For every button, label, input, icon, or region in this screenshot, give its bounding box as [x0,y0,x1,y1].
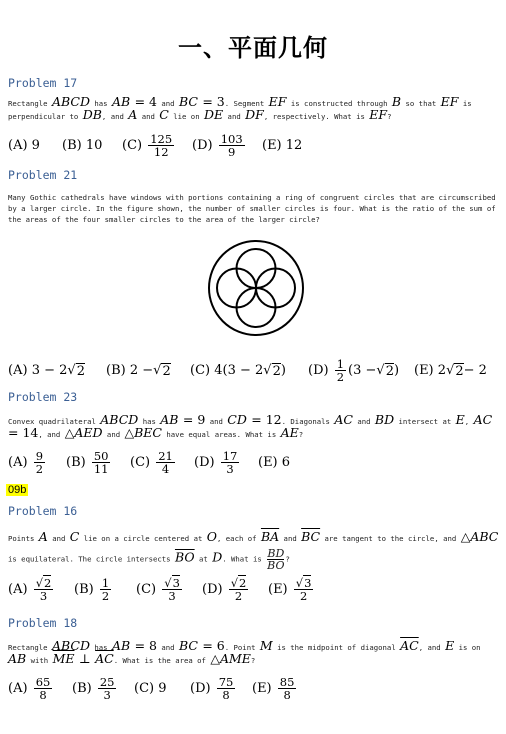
problem-16-choices [8,577,315,602]
problem-21-choices [8,358,487,383]
problem-16-text: Points A and C lie on a circle centered at O, each of $\overline{BA}$ and $\overline{BC}$ are tangent to the circle, and △ABC is equilateral. The circle intersects $\overline{BO}$ at D. What is $\frac{BD}{BO}$ ? [8,529,499,572]
problem-23-text: Convex quadrilateral ABCD has AB = 9 and CD = 12. Diagonals AC and BD intersect at E, AC = 14, and △AED and △BEC have equal areas. What is AE? [8,412,493,440]
problem-21-heading: Problem 21 [8,168,78,182]
choice-b[interactable]: (B) 10 [62,138,103,153]
problem-23-choices [8,450,290,475]
choice-a[interactable]: (A) 9 [8,138,40,153]
choice-a[interactable]: (A) $\frac{65}{8}$ [8,675,51,702]
choice-b[interactable]: (B) 2 − √ 2 [106,363,171,379]
choice-b[interactable]: (B) $\frac{25}{3}$ [72,675,115,702]
problem-18-text: Rectangle ABCD has AB = 8 and BC = 6. Point M is the midpoint of diagonal $\overline{AC}$, and E is on AB with $\overline{ME}$ ⊥ $\overline{AC}$. What is the area of △AME? [8,638,481,666]
choice-d[interactable]: (D) $\frac{17}{3}$ [194,449,238,476]
problem-23-heading: Problem 23 [8,390,78,404]
choice-a[interactable]: (A) $\frac{9}{2}$ [8,449,44,476]
page-title: 一、平面几何 [178,34,328,62]
choice-c[interactable]: (C) $\frac{125}{12}$ [122,132,173,159]
problem-18-heading: Problem 18 [8,616,78,630]
problem-17-text: Rectangle ABCD has AB = 4 and BC = 3. Segment EF is constructed through B so that EF is perpendicular to DB, and A and C lie on DE and DF, respectively. What is EF? [8,94,472,122]
section-badge: 09b [8,484,27,496]
choice-c[interactable]: (C) 4(3 − 2 √ 2 ) [190,363,286,379]
choice-d[interactable]: (D) $\frac{1}{2}$ (3 − √ 2 ) [308,357,400,384]
choice-e[interactable]: (E) $\frac{85}{8}$ [252,675,295,702]
problem-17-choices [8,133,302,158]
choice-e[interactable]: (E) 12 [262,138,303,153]
cathedral-window-figure [206,235,306,341]
problem-16-heading: Problem 16 [8,504,78,518]
choice-e[interactable]: (E) 2 √ 2 − 2 [414,363,487,379]
choice-a[interactable]: (A) $\frac{√2}{3}$ [8,576,52,603]
problem-21-text: Many Gothic cathedrals have windows with portions containing a ring of congruent circles that are circumscribed by a larger circle. In the figure shown, the number of smaller circles is four. What is the ratio of the sum of the areas of the four smaller circles to the area of the larger circle? [8,193,496,224]
choice-d[interactable]: (D) $\frac{√2}{2}$ [202,576,247,603]
choice-d[interactable]: (D) $\frac{75}{8}$ [190,675,234,702]
choice-b[interactable]: (B) $\frac{50}{11}$ [66,449,109,476]
choice-b[interactable]: (B) $\frac{1}{2}$ [74,576,110,603]
choice-c[interactable]: (C) 9 [134,681,167,696]
choice-e[interactable]: (E) $\frac{√3}{2}$ [268,576,312,603]
problem-17-heading: Problem 17 [8,76,78,90]
choice-e[interactable]: (E) 6 [258,455,291,470]
choice-c[interactable]: (C) $\frac{21}{4}$ [130,449,173,476]
choice-c[interactable]: (C) $\frac{√3}{3}$ [136,576,180,603]
problem-18-choices [8,676,298,701]
choice-d[interactable]: (D) $\frac{103}{9}$ [192,132,243,159]
choice-a[interactable]: (A) 3 − 2 √ 2 [8,363,85,379]
